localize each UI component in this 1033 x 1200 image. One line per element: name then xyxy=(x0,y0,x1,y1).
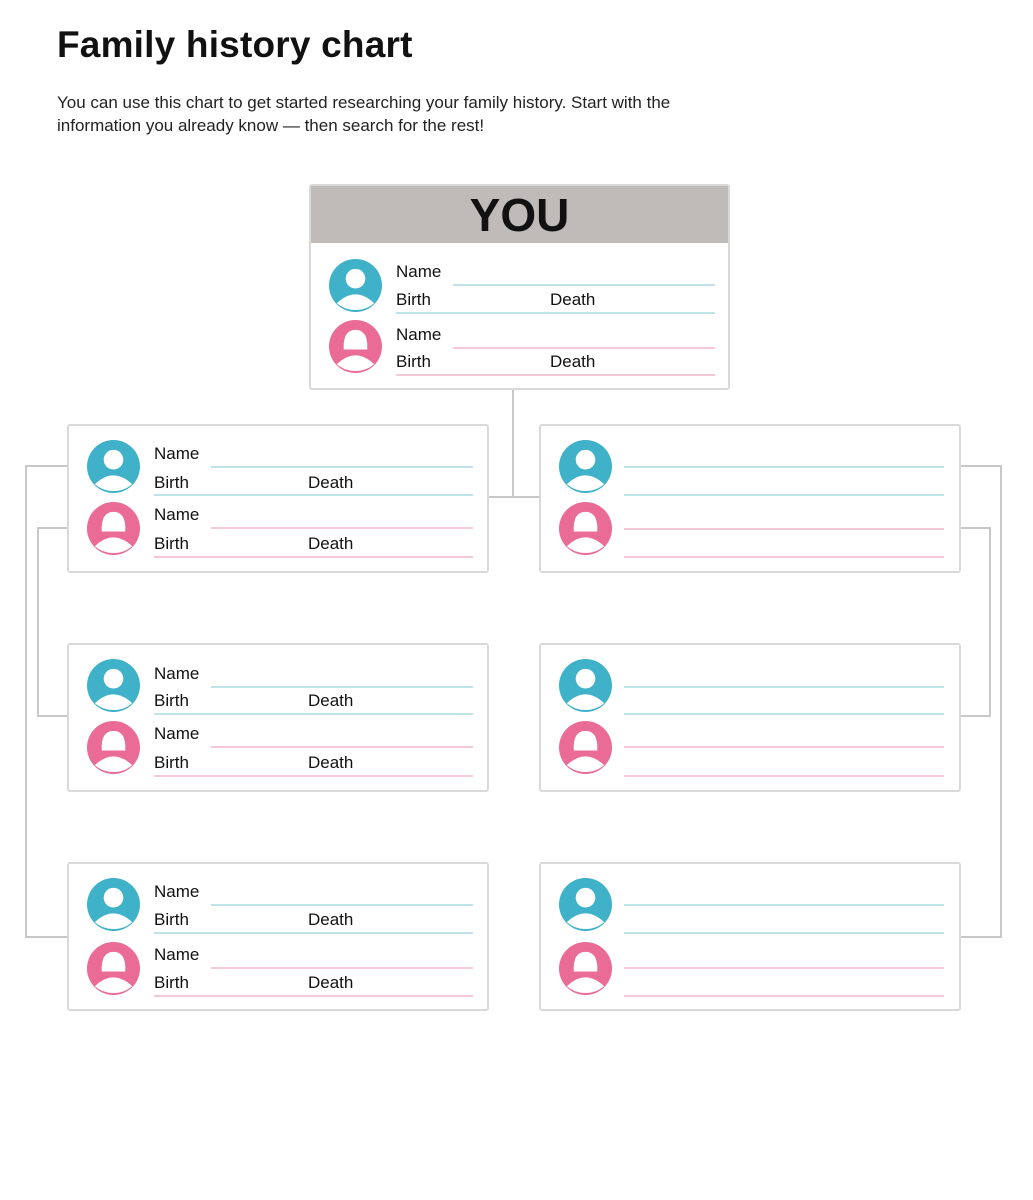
name-field[interactable] xyxy=(624,686,944,688)
dates-field[interactable] xyxy=(396,374,715,376)
dates-field[interactable] xyxy=(624,494,944,496)
right-card-2 xyxy=(539,643,961,792)
female-person-icon xyxy=(87,502,140,555)
dates-field[interactable] xyxy=(154,775,473,777)
name-label: Name xyxy=(154,505,200,524)
name-field[interactable] xyxy=(211,904,473,906)
left-card-3 xyxy=(67,862,489,1011)
name-field[interactable] xyxy=(211,527,473,529)
female-person-icon xyxy=(87,942,140,995)
dates-field[interactable] xyxy=(624,713,944,715)
death-label: Death xyxy=(308,753,354,772)
left-card-2 xyxy=(67,643,489,792)
female-person-icon xyxy=(87,721,140,774)
name-field[interactable] xyxy=(211,967,473,969)
female-person-icon xyxy=(559,942,612,995)
male-person-icon xyxy=(559,440,612,493)
dates-field[interactable] xyxy=(624,556,944,558)
dates-field[interactable] xyxy=(624,932,944,934)
birth-label: Birth xyxy=(396,290,431,309)
right-card-3-male xyxy=(559,878,945,938)
left-card-1-male xyxy=(87,440,473,500)
left-card-1 xyxy=(67,424,489,573)
connector-left-inner xyxy=(38,528,68,716)
male-person-icon xyxy=(559,878,612,931)
page-title: Family history chart xyxy=(57,24,413,65)
dates-field[interactable] xyxy=(154,556,473,558)
female-person-icon xyxy=(329,320,382,373)
left-card-1-female xyxy=(87,502,473,562)
dates-field[interactable] xyxy=(396,312,715,314)
you-card-header: YOU xyxy=(311,186,728,243)
dates-field[interactable] xyxy=(624,995,944,997)
right-card-1-female xyxy=(559,502,945,562)
male-person-icon xyxy=(329,259,382,312)
you-card xyxy=(309,184,730,390)
left-card-2-female xyxy=(87,721,473,781)
male-person-icon xyxy=(87,440,140,493)
name-field[interactable] xyxy=(624,466,944,468)
birth-label: Birth xyxy=(154,973,189,992)
dates-field[interactable] xyxy=(624,775,944,777)
death-label: Death xyxy=(308,910,354,929)
birth-label: Birth xyxy=(154,753,189,772)
left-card-2-male xyxy=(87,659,473,719)
right-card-1-male xyxy=(559,440,945,500)
right-card-3-female xyxy=(559,942,945,1002)
right-card-3 xyxy=(539,862,961,1011)
dates-field[interactable] xyxy=(154,494,473,496)
male-person-icon xyxy=(559,659,612,712)
birth-label: Birth xyxy=(154,534,189,553)
birth-label: Birth xyxy=(154,910,189,929)
intro-text: You can use this chart to get started researching your family history. Start with the information you already know — then search for the rest! xyxy=(57,93,671,135)
name-field[interactable] xyxy=(624,967,944,969)
death-label: Death xyxy=(308,973,354,992)
name-label: Name xyxy=(154,882,200,901)
name-field[interactable] xyxy=(211,686,473,688)
name-label: Name xyxy=(396,325,442,344)
female-person-icon xyxy=(559,721,612,774)
death-label: Death xyxy=(550,290,596,309)
left-card-3-male xyxy=(87,878,473,938)
birth-label: Birth xyxy=(154,473,189,492)
death-label: Death xyxy=(308,691,354,710)
name-field[interactable] xyxy=(624,746,944,748)
death-label: Death xyxy=(550,352,596,371)
name-label: Name xyxy=(154,444,200,463)
connector-right-outer xyxy=(960,466,1001,937)
name-field[interactable] xyxy=(453,347,715,349)
connector-left-outer xyxy=(26,466,68,937)
female-person-icon xyxy=(559,502,612,555)
name-field[interactable] xyxy=(211,466,473,468)
right-card-1 xyxy=(539,424,961,573)
name-field[interactable] xyxy=(624,904,944,906)
right-card-2-female xyxy=(559,721,945,781)
dates-field[interactable] xyxy=(154,995,473,997)
left-card-3-female xyxy=(87,942,473,1002)
death-label: Death xyxy=(308,473,354,492)
dates-field[interactable] xyxy=(154,932,473,934)
male-person-icon xyxy=(87,878,140,931)
dates-field[interactable] xyxy=(154,713,473,715)
name-label: Name xyxy=(154,945,200,964)
name-field[interactable] xyxy=(211,746,473,748)
you-person-male xyxy=(329,259,715,319)
male-person-icon xyxy=(87,659,140,712)
right-card-2-male xyxy=(559,659,945,719)
name-field[interactable] xyxy=(624,528,944,530)
you-person-female xyxy=(329,320,715,380)
name-field[interactable] xyxy=(453,284,715,286)
name-label: Name xyxy=(154,664,200,683)
birth-label: Birth xyxy=(396,352,431,371)
connector-right-inner xyxy=(960,528,990,716)
name-label: Name xyxy=(396,262,442,281)
death-label: Death xyxy=(308,534,354,553)
birth-label: Birth xyxy=(154,691,189,710)
name-label: Name xyxy=(154,724,200,743)
